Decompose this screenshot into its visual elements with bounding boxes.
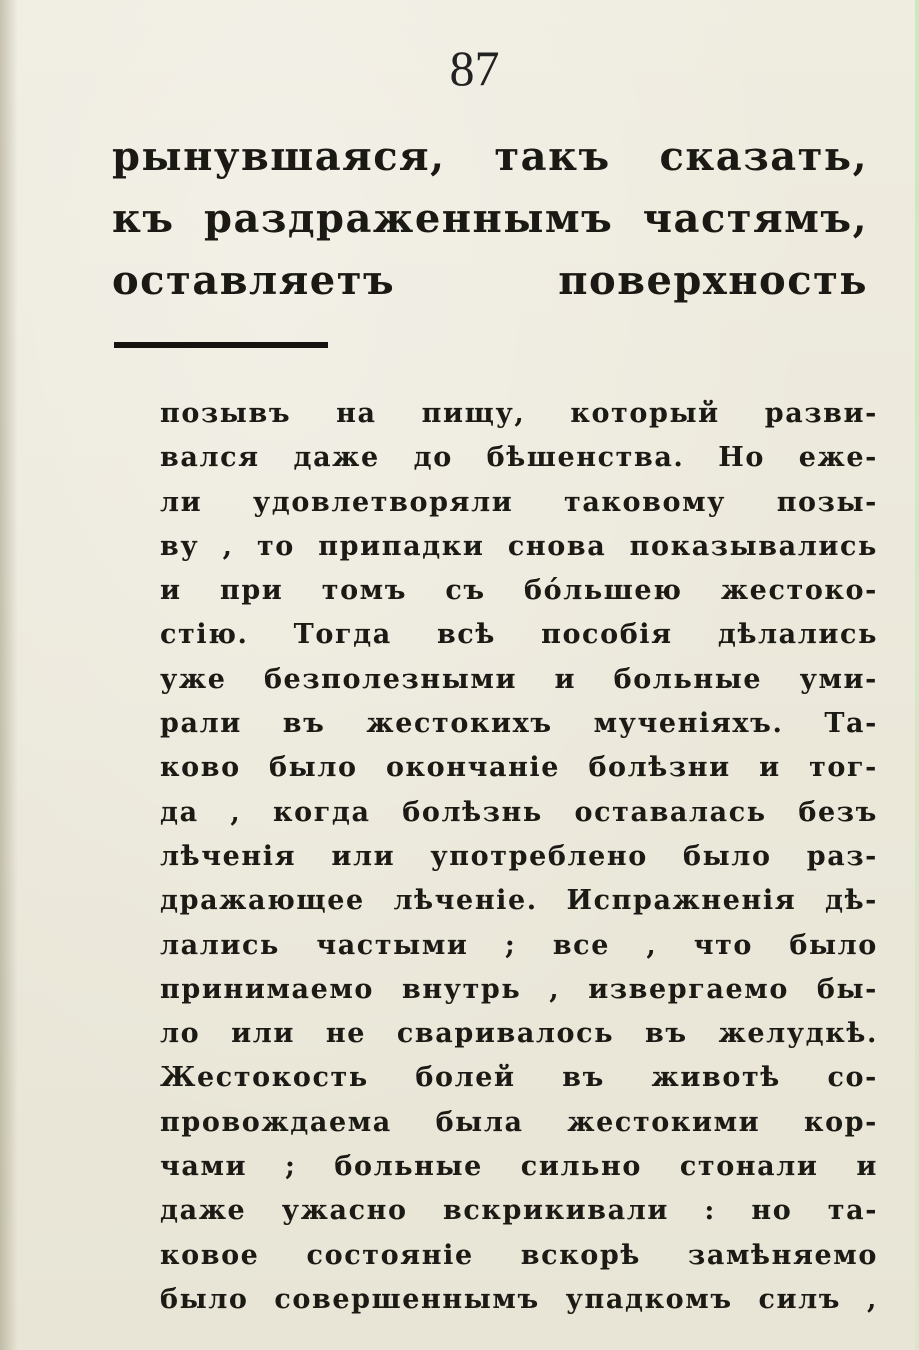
- word: такъ: [494, 133, 611, 180]
- word: на: [336, 398, 377, 429]
- word: употреблено: [430, 840, 648, 872]
- word: было: [269, 752, 358, 784]
- word: Тогда: [293, 619, 392, 651]
- word: который: [570, 398, 720, 429]
- word: при: [219, 575, 284, 607]
- word: пищу,: [421, 398, 526, 429]
- footnote-line: [160, 1145, 878, 1189]
- word: ,: [866, 1283, 878, 1315]
- word: раз-: [806, 840, 878, 872]
- word: что: [693, 929, 754, 961]
- word: кор-: [803, 1106, 878, 1138]
- word: было: [160, 1283, 249, 1315]
- word: безъ: [798, 796, 878, 828]
- word: :: [704, 1195, 716, 1227]
- word: ,: [549, 973, 561, 1005]
- word: дѣ-: [824, 885, 878, 917]
- word: частыми: [316, 929, 469, 961]
- footnote-line: [160, 1056, 878, 1100]
- footnote-text: [160, 392, 878, 1322]
- word: та-: [827, 1195, 878, 1227]
- word: ву: [160, 530, 200, 562]
- word: бы-: [816, 973, 878, 1005]
- word: упадкомъ: [565, 1283, 733, 1315]
- word: сваривалось: [396, 1018, 615, 1050]
- word: бѣшенства.: [486, 442, 685, 474]
- word: да: [160, 796, 199, 828]
- page-edge: [915, 0, 919, 1350]
- footnote-line: [160, 1101, 878, 1145]
- word: ково: [160, 752, 241, 784]
- word: но: [751, 1195, 793, 1227]
- word: и: [856, 1151, 878, 1183]
- word: Но: [718, 442, 765, 474]
- word: или: [231, 1018, 295, 1050]
- word: больные: [334, 1151, 483, 1183]
- word: не: [325, 1018, 366, 1050]
- word: къ: [112, 195, 175, 242]
- word: болей: [415, 1062, 516, 1094]
- footnote-line: [160, 392, 878, 436]
- page-number: 87: [449, 40, 500, 96]
- word: сильно: [520, 1151, 642, 1183]
- word: удовлетворяли: [252, 486, 514, 518]
- word: лались: [160, 929, 280, 961]
- word: частямъ,: [642, 195, 868, 242]
- word: ;: [504, 929, 517, 961]
- word: провождаема: [160, 1106, 392, 1138]
- word: вскрикивали: [442, 1195, 670, 1227]
- word: стію.: [160, 619, 249, 651]
- word: состояніе: [306, 1239, 474, 1271]
- word: даже: [293, 442, 380, 474]
- text-line: [112, 126, 868, 188]
- word: оставляетъ: [112, 257, 396, 304]
- word: тог-: [809, 752, 878, 784]
- word: въ: [282, 708, 326, 740]
- word: совершеннымъ: [274, 1283, 540, 1315]
- word: Испражненія: [566, 885, 797, 917]
- footnote-line: [160, 613, 878, 657]
- word: или: [331, 840, 396, 872]
- continuation-text: [112, 126, 868, 312]
- word: рынувшаяся,: [112, 133, 446, 180]
- word: еже-: [798, 442, 878, 474]
- footnote-divider: [114, 342, 328, 348]
- word: дражающее: [160, 885, 365, 917]
- word: ли: [160, 486, 203, 518]
- word: безполезными: [263, 663, 518, 695]
- word: ,: [646, 929, 658, 961]
- word: въ: [562, 1062, 605, 1094]
- word: лѣченія: [160, 840, 297, 872]
- text-line: [112, 188, 868, 250]
- word: то: [256, 530, 295, 562]
- word: жестокими: [567, 1106, 761, 1138]
- text-line: [112, 250, 868, 312]
- word: Жестокость: [160, 1062, 369, 1094]
- word: томъ: [321, 575, 408, 607]
- word: разви-: [764, 398, 878, 429]
- word: позы-: [776, 486, 878, 518]
- footnote-line: [160, 924, 878, 968]
- word: чами: [160, 1151, 248, 1183]
- word: вался: [160, 442, 260, 474]
- word: ло: [160, 1018, 201, 1050]
- word: оставалась: [574, 796, 767, 828]
- word: когда: [273, 796, 371, 828]
- word: позывъ: [160, 398, 292, 429]
- footnote-line: [160, 835, 878, 879]
- word: жестокихъ: [366, 708, 553, 740]
- word: припадки: [318, 530, 485, 562]
- word: ,: [222, 530, 234, 562]
- footnote-line: [160, 436, 878, 480]
- word: таковому: [564, 486, 727, 518]
- word: болѣзнь: [402, 796, 543, 828]
- footnote-line: [160, 879, 878, 923]
- footnote-line: [160, 569, 878, 613]
- word: ,: [230, 796, 242, 828]
- word: даже: [160, 1195, 247, 1227]
- word: больные: [613, 663, 763, 695]
- word: всѣ: [436, 619, 496, 651]
- word: бо́льшею: [524, 575, 683, 607]
- word: Та-: [824, 708, 878, 740]
- footnote-line: [160, 791, 878, 835]
- word: лѣченіе.: [393, 885, 538, 917]
- word: ;: [284, 1151, 297, 1183]
- word: и: [554, 663, 577, 695]
- word: до: [413, 442, 453, 474]
- word: ужасно: [281, 1195, 408, 1227]
- word: пособія: [541, 619, 673, 651]
- footnote-line: [160, 1278, 878, 1322]
- footnote-line: [160, 481, 878, 525]
- word: принимаемо: [160, 973, 375, 1005]
- word: мученіяхъ.: [593, 708, 784, 740]
- footnote-line: [160, 525, 878, 569]
- footnote-line: [160, 1234, 878, 1278]
- word: ковое: [160, 1239, 260, 1271]
- word: извергаемо: [588, 973, 789, 1005]
- word: было: [683, 840, 772, 872]
- word: раздраженнымъ: [203, 195, 614, 242]
- word: показывались: [629, 530, 878, 562]
- word: поверхность: [558, 257, 868, 304]
- footnote-line: [160, 746, 878, 790]
- word: все: [552, 929, 610, 961]
- word: со-: [827, 1062, 878, 1094]
- word: желудкѣ.: [718, 1018, 878, 1050]
- word: жестоко-: [720, 575, 878, 607]
- word: замѣняемо: [688, 1239, 878, 1271]
- word: дѣлались: [717, 619, 878, 651]
- word: уми-: [799, 663, 878, 695]
- word: животѣ: [651, 1062, 781, 1094]
- word: и: [759, 752, 781, 784]
- word: было: [789, 929, 878, 961]
- word: была: [435, 1106, 524, 1138]
- word: силъ: [758, 1283, 842, 1315]
- footnote-line: [160, 968, 878, 1012]
- word: въ: [644, 1018, 688, 1050]
- word: съ: [445, 575, 486, 607]
- word: сказать,: [659, 133, 868, 180]
- word: вскорѣ: [520, 1239, 641, 1271]
- page-gutter-shadow: [0, 0, 18, 1350]
- word: стонали: [679, 1151, 819, 1183]
- word: рали: [160, 708, 242, 740]
- word: уже: [160, 663, 227, 695]
- footnote-line: [160, 658, 878, 702]
- word: внутрь: [401, 973, 522, 1005]
- footnote-line: [160, 1189, 878, 1233]
- footnote-line: [160, 702, 878, 746]
- word: болѣзни: [588, 752, 731, 784]
- word: окончаніе: [385, 752, 561, 784]
- word: и: [160, 575, 182, 607]
- word: снова: [507, 530, 607, 562]
- footnote-line: [160, 1012, 878, 1056]
